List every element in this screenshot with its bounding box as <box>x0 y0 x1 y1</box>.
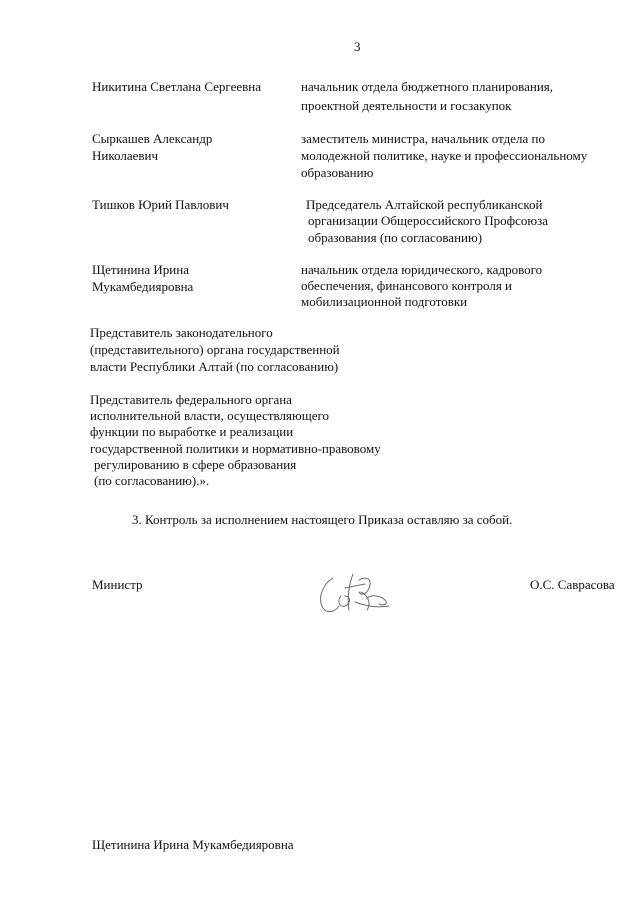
member-role: молодежной политике, науке и профессиональному <box>301 148 588 163</box>
representative-line: регулированию в сфере образования <box>94 457 297 472</box>
member-role: начальник отдела бюджетного планирования, <box>301 79 554 94</box>
representative-line: функции по выработке и реализации <box>90 424 294 439</box>
member-name: Сыркашев Александр <box>92 131 213 146</box>
executor-name: Щетинина Ирина Мукамбедияровна <box>92 837 294 852</box>
member-role: проектной деятельности и госзакупок <box>301 98 512 113</box>
representative-line: Представитель федерального органа <box>90 392 292 407</box>
member-role: заместитель министра, начальник отдела по <box>301 131 545 146</box>
member-role: Председатель Алтайской республиканской <box>306 197 543 212</box>
member-role: начальник отдела юридического, кадрового <box>301 262 543 277</box>
representative-line: власти Республики Алтай (по согласованию) <box>90 359 339 374</box>
signatory-name: О.С. Саврасова <box>530 577 615 592</box>
member-name: Тишков Юрий Павлович <box>92 197 229 212</box>
member-name: Мукамбедияровна <box>92 279 194 294</box>
control-clause: 3. Контроль за исполнением настоящего Приказа оставляю за собой. <box>132 512 513 527</box>
member-role: мобилизационной подготовки <box>301 294 468 309</box>
member-role: организации Общероссийского Профсоюза <box>308 213 548 228</box>
representative-line: (представительного) органа государственной <box>90 342 340 357</box>
representative-line: Представитель законодательного <box>90 325 273 340</box>
representative-line: государственной политики и нормативно-правовому <box>90 441 381 456</box>
member-role: образования (по согласованию) <box>308 230 483 245</box>
representative-line: исполнительной власти, осуществляющего <box>90 408 329 423</box>
member-name: Николаевич <box>92 148 158 163</box>
member-name: Никитина Светлана Сергеевна <box>92 79 261 94</box>
page-number: 3 <box>354 39 361 54</box>
handwritten-signature <box>315 562 395 620</box>
member-role: обеспечения, финансового контроля и <box>301 278 513 293</box>
representative-line: (по согласованию).». <box>94 473 210 488</box>
member-role: образованию <box>301 165 374 180</box>
member-name: Щетинина Ирина <box>92 262 189 277</box>
signatory-position: Министр <box>92 577 143 592</box>
